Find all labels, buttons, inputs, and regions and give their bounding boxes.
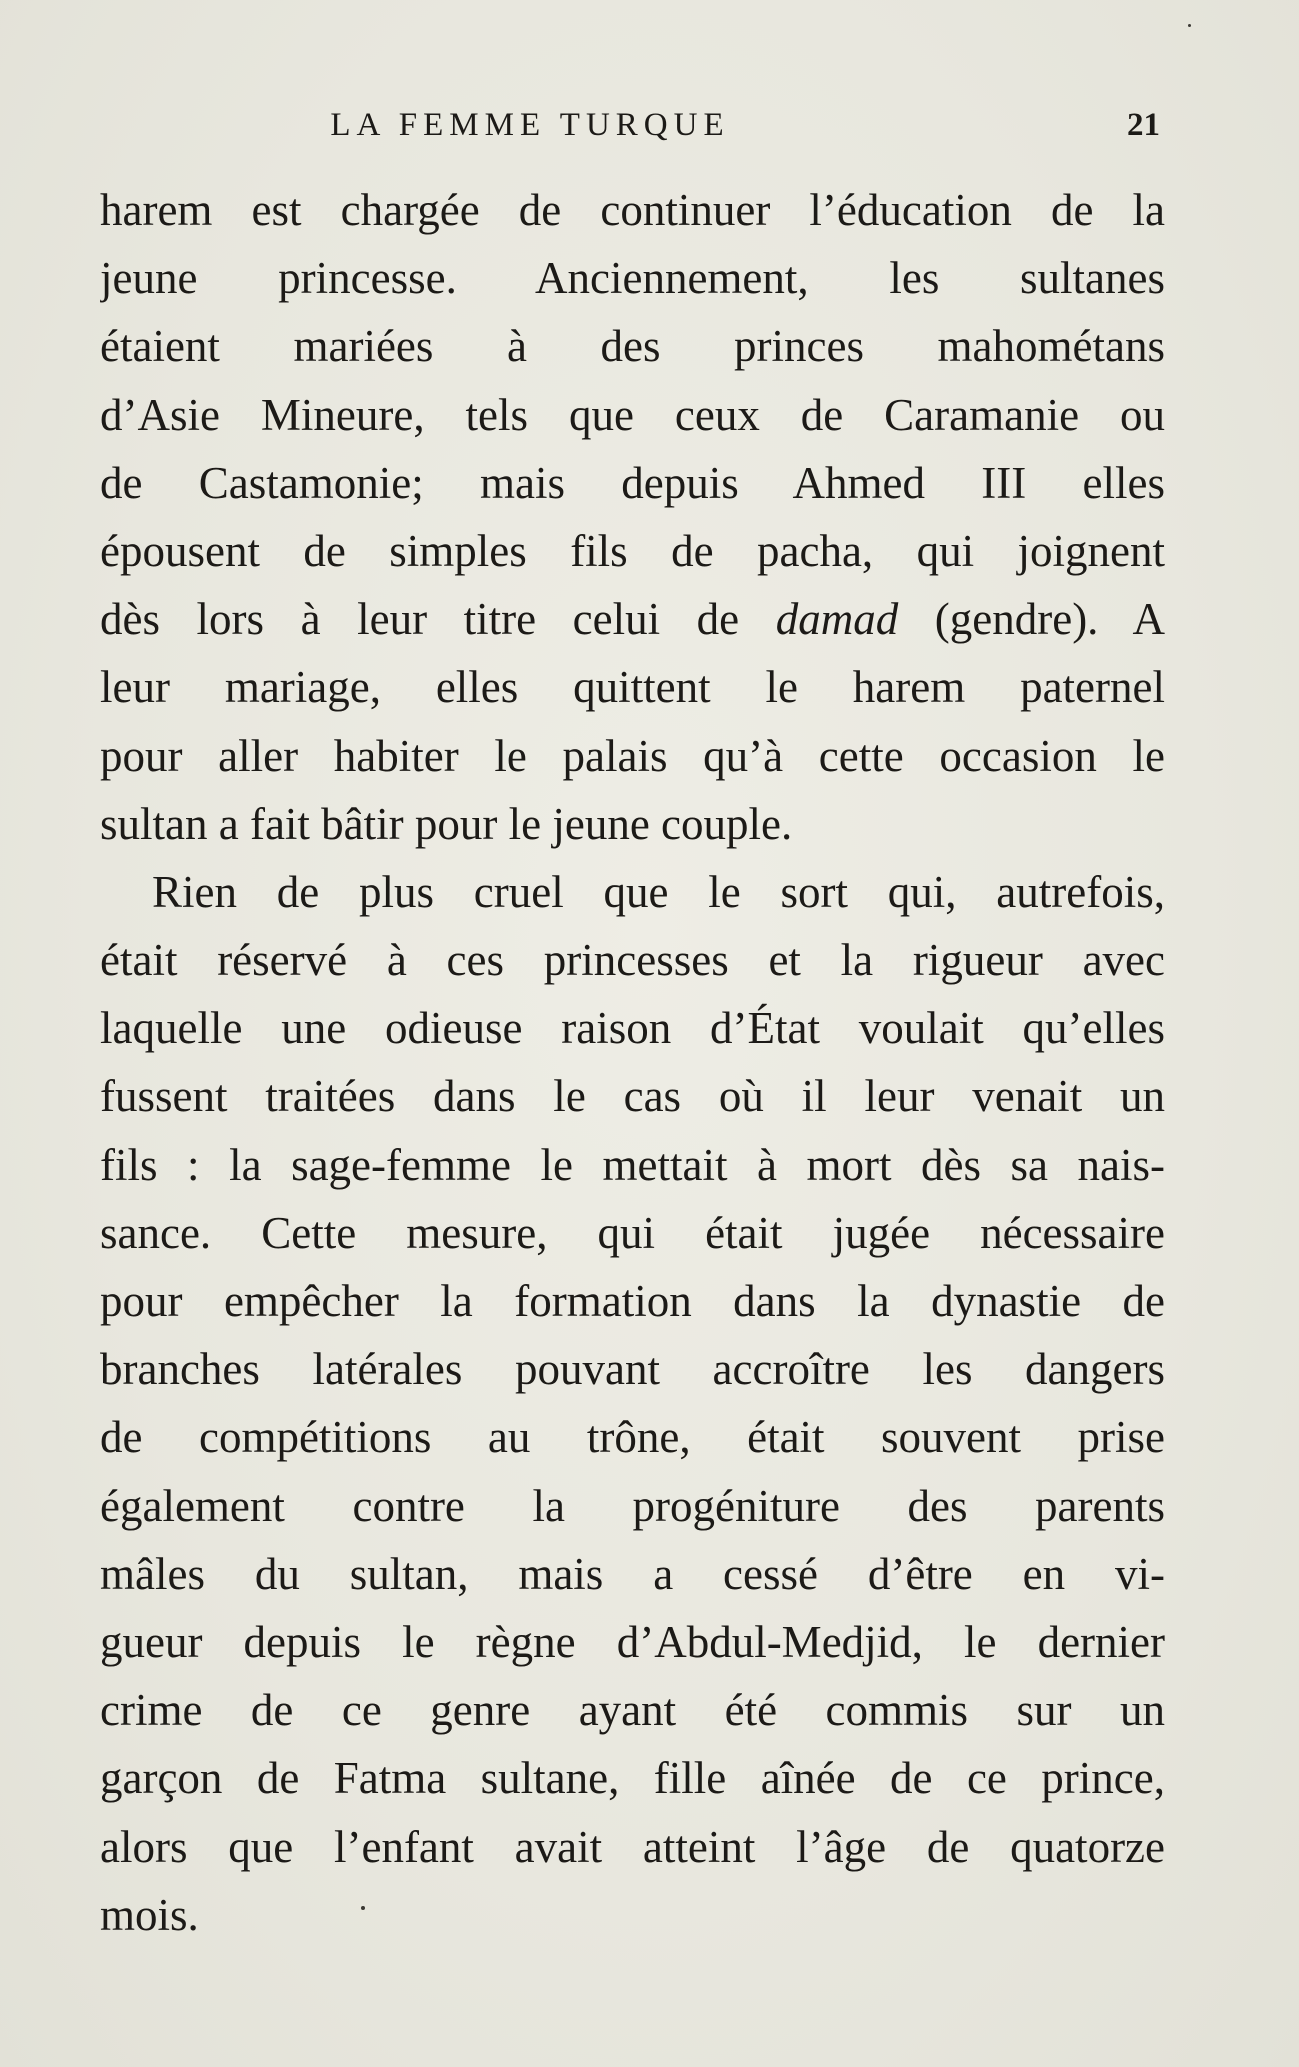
text-line: de compétitions au trône, était souvent prise [100,1412,1165,1463]
print-speck [1188,24,1191,27]
text-line: étaient mariées à des princes mahométans [100,321,1165,372]
text-line: alors que l’enfant avait atteint l’âge de quatorze [100,1821,1165,1872]
text-line: d’Asie Mineure, tels que ceux de Caramanie ou [100,389,1165,440]
text-line: était réservé à ces princesses et la rigueur avec [100,935,1165,986]
text-line: mâles du sultan, mais a cessé d’être en vi- [100,1548,1165,1599]
text-line [100,585,1165,653]
text-line: de Castamonie; mais depuis Ahmed III elles [100,457,1165,508]
text-line: garçon de Fatma sultane, fille aînée de ce prince, [100,1753,1165,1804]
text-line: jeune princesse. Anciennement, les sultanes [100,253,1165,304]
text-line: branches latérales pouvant accroître les dangers [100,1344,1165,1395]
text-line: également contre la progéniture des parents [100,1480,1165,1531]
running-head [100,100,1160,150]
print-speck [361,1906,365,1910]
text-line: harem est chargée de continuer l’éducation de la [100,185,1165,235]
text-segment: dès lors à leur titre celui de [100,594,776,645]
body-text [100,176,1165,1949]
text-line: mois. [100,1889,199,1940]
text-line: fils : la sage-femme le mettait à mort dès sa nais- [100,1139,1165,1190]
italic-word: damad [775,594,899,645]
text-line: crime de ce genre ayant été commis sur un [100,1685,1165,1736]
text-line: pour aller habiter le palais qu’à cette occasion le [100,730,1165,781]
text-line: pour empêcher la formation dans la dynastie de [100,1276,1165,1326]
running-title: LA FEMME TURQUE [330,107,730,143]
text-line: sultan a fait bâtir pour le jeune couple. [100,798,793,849]
paragraph-1 [100,176,1165,858]
text-line: gueur depuis le règne d’Abdul-Medjid, le dernier [100,1616,1165,1667]
page-number: 21 [1127,107,1160,143]
text-line: leur mariage, elles quittent le harem paternel [100,662,1165,713]
text-line: Rien de plus cruel que le sort qui, autrefois, [152,866,1165,917]
text-line: épousent de simples fils de pacha, qui joignent [100,525,1165,576]
text-line: sance. Cette mesure, qui était jugée nécessaire [100,1207,1165,1258]
text-line: fussent traitées dans le cas où il leur venait un [100,1071,1165,1122]
text-line: laquelle une odieuse raison d’État voulait qu’elles [100,1003,1165,1054]
text-segment: (gendre). A [898,594,1165,645]
paragraph-2 [100,858,1165,1949]
